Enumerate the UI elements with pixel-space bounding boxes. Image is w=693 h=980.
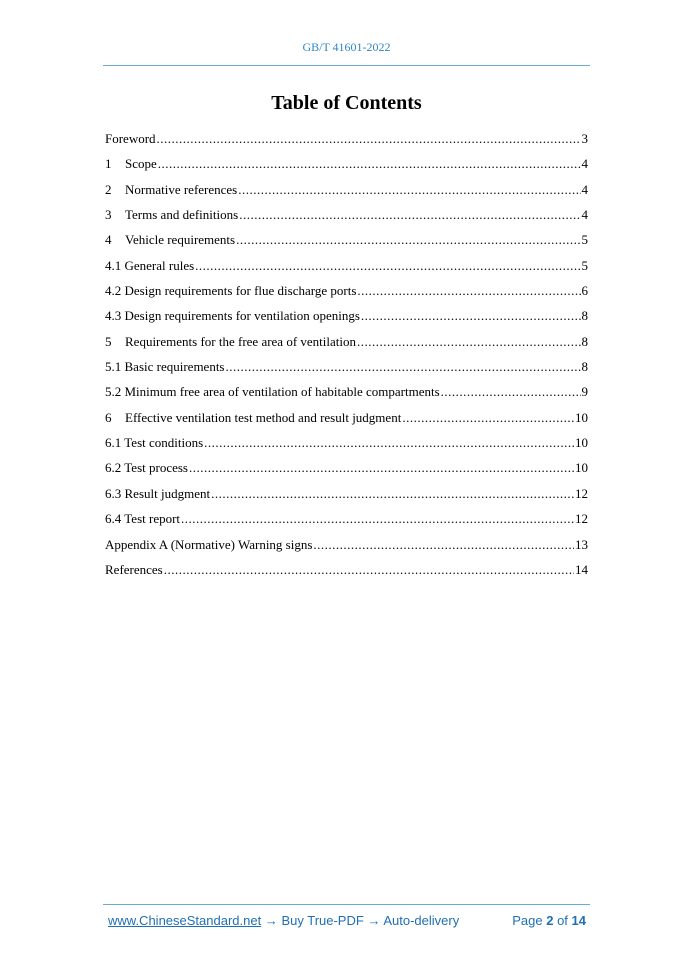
- dot-leader: [204, 434, 574, 452]
- toc-entry-label: [105, 181, 237, 199]
- toc-entry-label: [105, 409, 401, 427]
- toc-entry[interactable]: [105, 459, 588, 484]
- toc-entry-label: [105, 561, 163, 579]
- toc-entry-label: [105, 510, 180, 528]
- dot-leader: [226, 358, 581, 376]
- dot-leader: [195, 257, 580, 275]
- toc-entry-label: [105, 383, 440, 401]
- toc-entry[interactable]: [105, 358, 588, 383]
- toc-entry-text: 5.1 Basic requirements: [105, 359, 225, 375]
- toc-entry-label: [105, 307, 360, 325]
- toc-entry[interactable]: [105, 383, 588, 408]
- toc-entry-text: 4.2 Design requirements for flue discharge ports: [105, 283, 357, 299]
- dot-leader: [313, 536, 574, 554]
- toc-entry-label: [105, 155, 157, 173]
- toc-entry[interactable]: [105, 257, 588, 282]
- toc-entry-number: 6: [105, 409, 112, 425]
- site-link[interactable]: www.ChineseStandard.net: [108, 913, 262, 928]
- page-indicator: [512, 913, 586, 928]
- toc-entry[interactable]: [105, 510, 588, 535]
- current-page-number: 2: [546, 913, 554, 928]
- dot-leader: [164, 561, 574, 579]
- toc-entry-text: Vehicle requirements: [125, 232, 236, 248]
- toc-entry-page: 10: [575, 409, 588, 425]
- footer-links: [108, 913, 459, 928]
- toc-entry[interactable]: [105, 155, 588, 180]
- toc-entry-number: 4: [105, 232, 112, 248]
- toc-entry-page: 8: [581, 333, 588, 349]
- toc-entry-page: 4: [581, 156, 588, 172]
- toc-entry-page: 4: [581, 181, 588, 197]
- toc-entry-text: Foreword: [105, 131, 156, 146]
- dot-leader: [189, 459, 574, 477]
- toc-entry-text: Scope: [125, 156, 157, 172]
- toc-title: Table of Contents: [271, 92, 422, 114]
- toc-entry-label: [105, 358, 225, 376]
- dot-leader: [181, 510, 574, 528]
- toc-entry-page: 5: [581, 232, 588, 248]
- document-id-header: GB/T 41601-2022: [302, 40, 391, 54]
- toc-entry-label: [105, 130, 156, 148]
- dot-leader: [441, 383, 581, 401]
- toc-entry-text: References: [105, 561, 163, 577]
- toc-entry-label: [105, 536, 312, 554]
- toc-entry[interactable]: [105, 536, 588, 561]
- toc-entry-number: 2: [105, 181, 112, 197]
- toc-list: [105, 130, 588, 586]
- toc-entry-page: 13: [575, 536, 588, 552]
- toc-entry[interactable]: [105, 333, 588, 358]
- toc-entry-text: Appendix A (Normative) Warning signs: [105, 536, 313, 552]
- toc-entry-label: [105, 459, 188, 477]
- toc-entry-page: 3: [581, 131, 588, 146]
- toc-entry-text: 6.2 Test process: [105, 460, 188, 476]
- dot-leader: [357, 333, 580, 351]
- dot-leader: [238, 181, 580, 199]
- toc-entry-label: [105, 282, 356, 300]
- toc-entry[interactable]: [105, 561, 588, 586]
- auto-delivery-text: Auto-delivery: [383, 913, 460, 928]
- toc-entry[interactable]: [105, 485, 588, 510]
- total-page-number: 14: [571, 913, 586, 928]
- toc-entry[interactable]: [105, 282, 588, 307]
- arrow-icon: →: [264, 913, 278, 928]
- toc-entry-page: 6: [581, 283, 588, 299]
- toc-entry-label: [105, 206, 238, 224]
- toc-entry[interactable]: [105, 434, 588, 459]
- dot-leader: [361, 307, 581, 325]
- toc-entry-label: [105, 434, 203, 452]
- toc-entry-page: 12: [575, 485, 588, 501]
- toc-entry-label: [105, 333, 356, 351]
- dot-leader: [157, 130, 581, 148]
- dot-leader: [402, 409, 574, 427]
- footer-divider: [103, 904, 590, 905]
- toc-entry-page: 8: [581, 359, 588, 375]
- dot-leader: [158, 155, 581, 173]
- toc-entry-page: 9: [581, 384, 588, 400]
- toc-entry-number: 3: [105, 207, 112, 223]
- page-word: Page: [512, 913, 543, 928]
- toc-entry-text: 4.1 General rules: [105, 257, 195, 273]
- buy-true-pdf-link[interactable]: Buy True-PDF: [281, 913, 364, 928]
- page-of-word: of: [557, 913, 568, 928]
- toc-entry-text: Effective ventilation test method and result judgment: [125, 409, 402, 425]
- toc-entry-page: 12: [575, 511, 588, 527]
- toc-entry-number: 5: [105, 333, 112, 349]
- toc-entry-text: 6.1 Test conditions: [105, 435, 204, 451]
- toc-entry-page: 4: [581, 207, 588, 223]
- toc-entry[interactable]: [105, 409, 588, 434]
- header-divider: [103, 65, 590, 66]
- dot-leader: [236, 231, 580, 249]
- toc-entry-text: Normative references: [125, 181, 238, 197]
- toc-entry-text: Requirements for the free area of ventilation: [125, 333, 357, 349]
- toc-entry[interactable]: [105, 206, 588, 231]
- footer: [108, 913, 586, 928]
- toc-entry-label: [105, 257, 194, 275]
- toc-entry-text: 5.2 Minimum free area of ventilation of habitable compartments: [105, 384, 440, 400]
- toc-entry-page: 10: [575, 435, 588, 451]
- toc-entry-page: 5: [581, 257, 588, 273]
- toc-entry-label: [105, 485, 210, 503]
- toc-entry[interactable]: [105, 130, 588, 155]
- dot-leader: [357, 282, 580, 300]
- toc-entry-page: 14: [575, 561, 588, 577]
- toc-entry-text: 6.3 Result judgment: [105, 485, 211, 501]
- arrow-icon: →: [367, 913, 381, 928]
- toc-entry[interactable]: [105, 231, 588, 256]
- toc-entry[interactable]: [105, 307, 588, 332]
- toc-entry[interactable]: [105, 181, 588, 206]
- toc-entry-page: 10: [575, 460, 588, 476]
- toc-entry-text: 6.4 Test report: [105, 511, 181, 527]
- toc-entry-number: 1: [105, 156, 112, 172]
- toc-entry-text: 4.3 Design requirements for ventilation openings: [105, 308, 360, 324]
- dot-leader: [211, 485, 574, 503]
- toc-entry-page: 8: [581, 308, 588, 324]
- toc-entry-label: [105, 231, 235, 249]
- dot-leader: [239, 206, 580, 224]
- toc-entry-text: Terms and definitions: [125, 207, 239, 223]
